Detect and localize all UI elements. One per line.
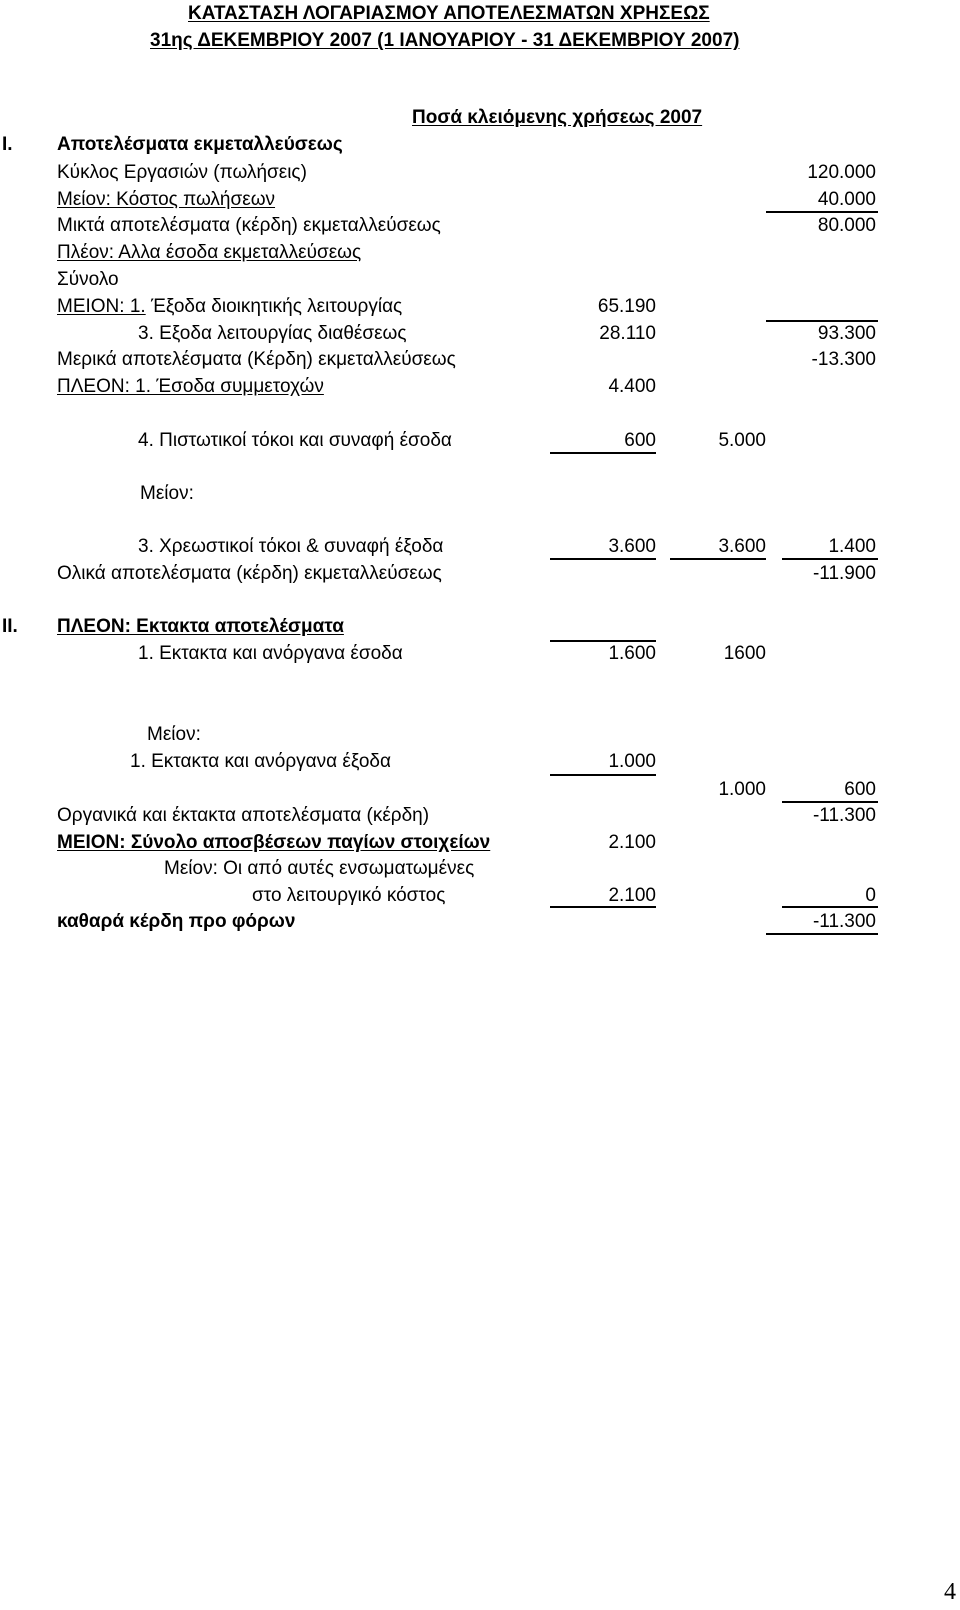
extra-expense-subtotal: 1.000 xyxy=(718,779,766,800)
interest-income-subtotal: 5.000 xyxy=(718,430,766,451)
rule xyxy=(766,211,878,213)
overall-result-label: Ολικά αποτελέσματα (κέρδη) εκμεταλλεύσεως xyxy=(57,563,442,584)
other-income-label: Πλέον: Αλλα έσοδα εκμεταλλεύσεως xyxy=(57,242,362,263)
extra-expense-value: 1.000 xyxy=(608,751,656,772)
participation-income-value: 4.400 xyxy=(608,376,656,397)
gross-result-label: Μικτά αποτελέσματα (κέρδη) εκμεταλλεύσεως xyxy=(57,215,441,236)
section-title-ii: ΠΛΕΟΝ: Εκτακτα αποτελέσματα xyxy=(57,616,344,637)
interest-income-label: 4. Πιστωτικοί τόκοι και συναφή έσοδα xyxy=(138,430,452,451)
extra-expense-label: 1. Εκτακτα και ανόργανα έξοδα xyxy=(130,751,391,772)
admin-expenses-value: 65.190 xyxy=(597,296,656,317)
turnover-label: Κύκλος Εργασιών (πωλήσεις) xyxy=(57,162,307,183)
total-label: Σύνολο xyxy=(57,269,119,290)
rule xyxy=(782,906,878,908)
rule xyxy=(550,558,656,560)
rule xyxy=(550,774,656,776)
rule xyxy=(550,906,656,908)
rule xyxy=(782,801,878,803)
section-numeral-ii: II. xyxy=(2,616,18,637)
page-number: 4 xyxy=(944,1579,956,1605)
statement-period: 31ης ΔΕΚΕΜΒΡΙΟΥ 2007 (1 ΙΑΝΟΥΑΡΙΟΥ - 31 ΔΕΚΕΜΒΡΙΟΥ 2007) xyxy=(150,30,740,51)
statement-title: ΚΑΤΑΣΤΑΣΗ ΛΟΓΑΡΙΑΣΜΟΥ ΑΠΟΤΕΛΕΣΜΑΤΩΝ ΧΡΗΣΕΩΣ xyxy=(188,3,710,24)
extra-income-label: 1. Εκτακτα και ανόργανα έσοδα xyxy=(138,643,403,664)
organic-result-label: Οργανικά και έκτακτα αποτελέσματα (κέρδη) xyxy=(57,805,430,826)
selling-expenses-value: 28.110 xyxy=(599,323,656,344)
admin-prefix: ΜΕΙΟΝ: 1. xyxy=(57,296,146,317)
gross-result-value: 80.000 xyxy=(817,215,876,236)
net-profit-label: καθαρά κέρδη προ φόρων xyxy=(57,911,296,932)
extra-income-value: 1.600 xyxy=(608,643,656,664)
minus-label-ii: Μείον: xyxy=(147,724,201,745)
column-header: Ποσά κλειόμενης χρήσεως 2007 xyxy=(412,107,703,128)
partial-result-value: -13.300 xyxy=(811,349,876,370)
section-numeral-i: I. xyxy=(2,134,13,155)
cost-of-sales-value: 40.000 xyxy=(817,189,876,210)
admin-rest: Έξοδα διοικητικής λειτουργίας xyxy=(145,296,403,317)
interest-expense-subtotal: 3.600 xyxy=(718,536,766,557)
interest-expense-total: 1.400 xyxy=(828,536,876,557)
interest-expense-label: 3. Χρεωστικοί τόκοι & συναφή έξοδα xyxy=(138,536,444,557)
organic-result-value: -11.300 xyxy=(812,805,876,826)
rule xyxy=(766,933,878,935)
rule xyxy=(670,558,766,560)
embedded-value: 2.100 xyxy=(608,885,656,906)
section-title-i: Αποτελέσματα εκμεταλλεύσεως xyxy=(57,134,343,155)
embedded-label-line2: στο λειτουργικό κόστος xyxy=(252,885,446,906)
rule xyxy=(782,558,878,560)
interest-expense-value: 3.600 xyxy=(608,536,656,557)
embedded-label-line1: Μείον: Οι από αυτές ενσωματωμένες xyxy=(164,858,475,879)
depreciation-label: ΜΕΙΟΝ: Σύνολο αποσβέσεων παγίων στοιχείων xyxy=(57,832,491,853)
participation-income-label: ΠΛΕΟΝ: 1. Έσοδα συμμετοχών xyxy=(57,376,324,397)
net-profit-value: -11.300 xyxy=(812,911,876,932)
minus-label: Μείον: xyxy=(140,483,194,504)
embedded-net-value: 0 xyxy=(865,885,876,906)
interest-income-value: 600 xyxy=(624,430,656,451)
extra-income-subtotal: 1600 xyxy=(723,643,766,664)
cost-of-sales-label: Μείον: Κόστος πωλήσεων xyxy=(57,189,276,210)
extra-net-value: 600 xyxy=(844,779,876,800)
turnover-value: 120.000 xyxy=(807,162,876,183)
partial-result-label: Μερικά αποτελέσματα (Κέρδη) εκμεταλλεύσεως xyxy=(57,349,456,370)
overall-result-value: -11.900 xyxy=(812,563,876,584)
depreciation-value: 2.100 xyxy=(608,832,656,853)
selling-expenses-label: 3. Εξοδα λειτουργίας διαθέσεως xyxy=(138,323,407,344)
admin-expenses-label xyxy=(57,295,402,319)
selling-expenses-total: 93.300 xyxy=(817,323,876,344)
